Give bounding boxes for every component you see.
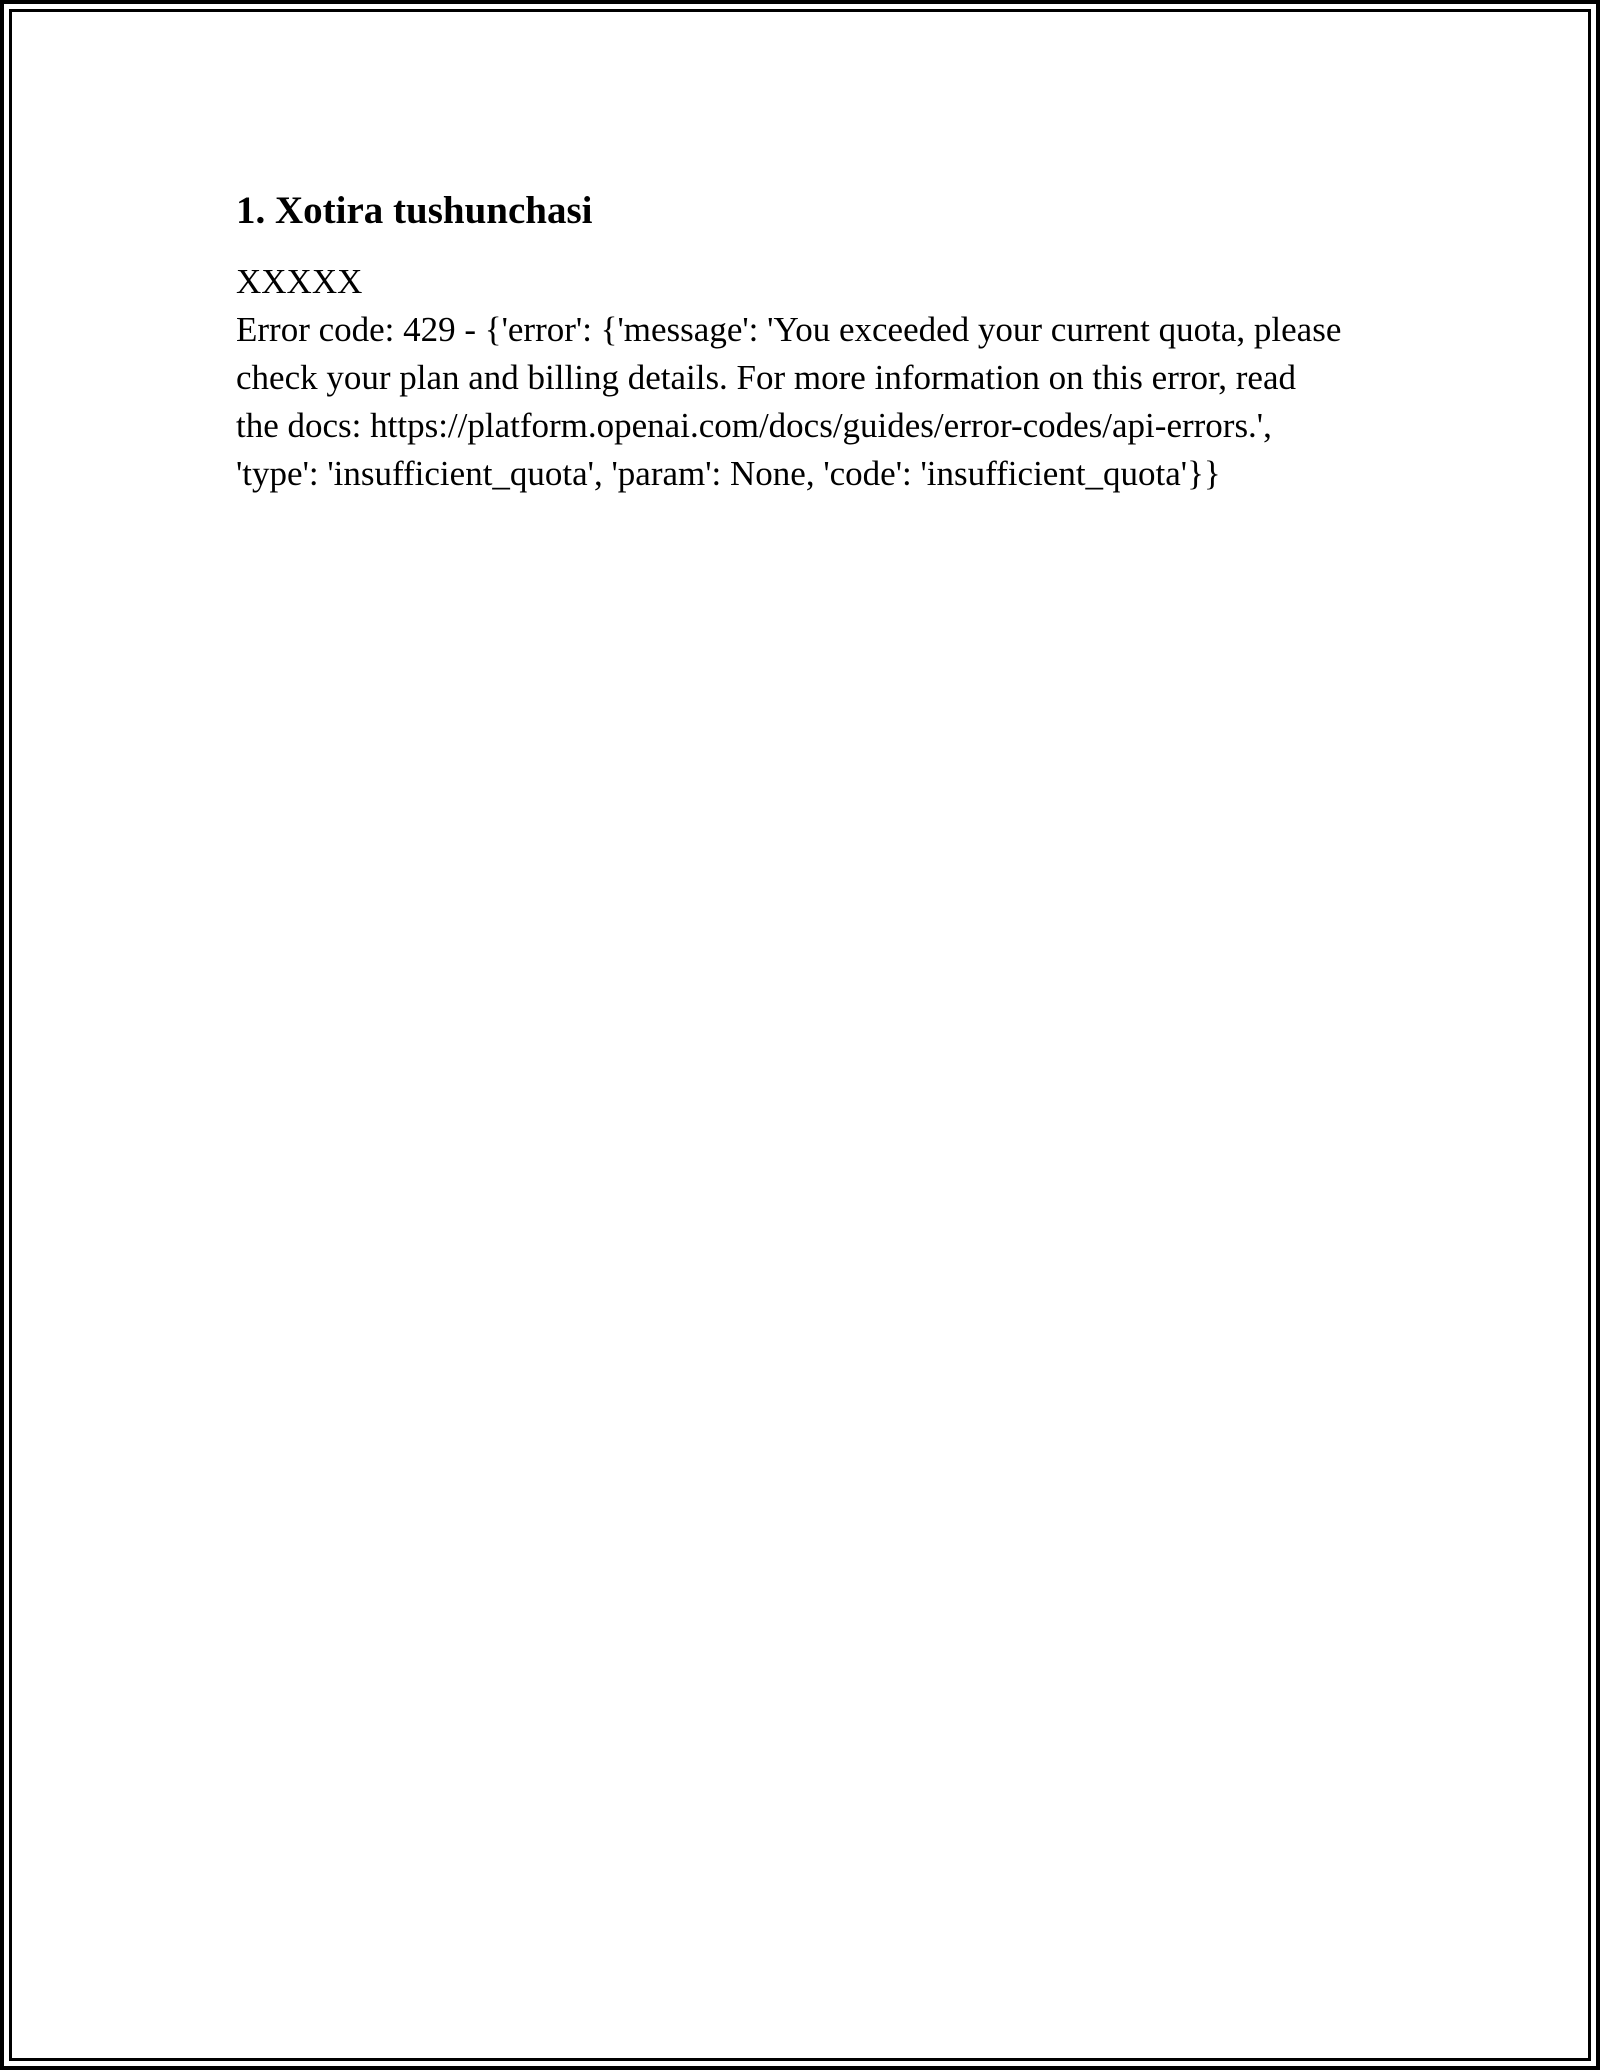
section-body <box>236 258 1346 498</box>
document-content <box>236 186 1346 498</box>
error-message: Error code: 429 - {'error': {'message': 'You exceeded your current quota, please check your plan and billing details. For more information on this error, read the docs: https://platform.openai.com/docs/guides/error-codes/api-errors.', 'type': 'insufficient_quota', 'param': None, 'code': 'insufficient_quota'}} <box>236 310 1342 493</box>
section-heading: 1. Xotira tushunchasi <box>236 189 593 232</box>
placeholder-text: XXXXX <box>236 262 363 301</box>
